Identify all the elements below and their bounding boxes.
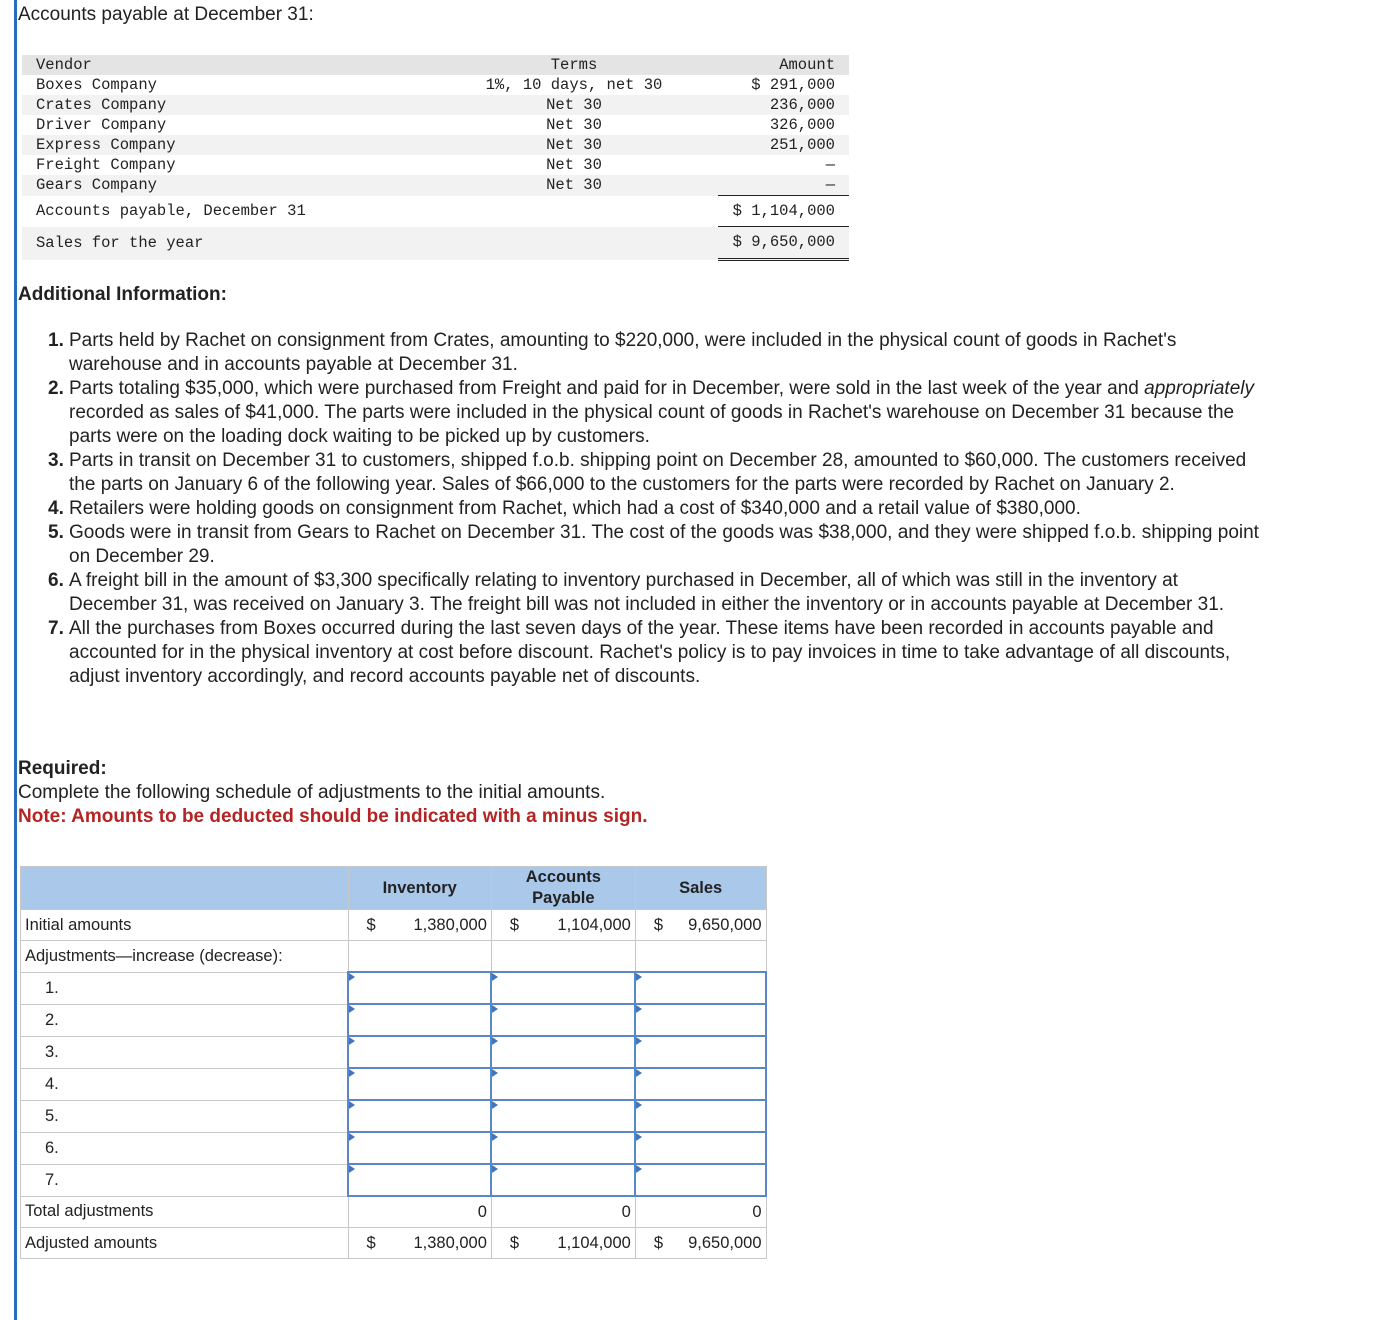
info-item-number: 4.: [48, 498, 64, 519]
adjusted-amounts-label: Adjusted amounts: [21, 1228, 349, 1259]
schedule-corner-header: [21, 867, 349, 910]
currency-symbol: $: [653, 916, 664, 934]
initial-inventory-value: 1,380,000: [413, 916, 487, 934]
currency-symbol: $: [509, 916, 520, 934]
vendor-name: Express Company: [22, 135, 430, 155]
total-sales-cell: [635, 1196, 766, 1228]
vendor-amount: —: [825, 156, 835, 174]
ap-total-value: $ 1,104,000: [718, 196, 849, 227]
info-item-text: Parts in transit on December 31 to customers, shipped f.o.b. shipping point on December 28, amounted to $60,000. The customers received the parts on January 6 of the following year. Sales of $66,000 to the customers for the parts were recorded by Rachet on January 2.: [69, 450, 1247, 495]
info-item-text: Retailers were holding goods on consignment from Rachet, which had a cost of $340,000 and a retail value of $380,000.: [69, 498, 1081, 519]
sales-adjustment-input[interactable]: [635, 1132, 766, 1164]
info-item-emphasis: appropriately: [1144, 378, 1254, 399]
ap-adjustment-input[interactable]: [491, 1036, 635, 1068]
info-item-text: A freight bill in the amount of $3,300 specifically relating to inventory purchased in December, all of which was still in the inventory at December 31, was received on January 3. The freight bill was not included in either the inventory or in accounts payable at December 31.: [69, 570, 1225, 615]
info-item-number: 2.: [48, 378, 64, 399]
required-heading: Required:: [18, 758, 107, 779]
info-item-number: 3.: [48, 450, 64, 471]
adjusted-amounts-row: [21, 1228, 767, 1259]
vendor-terms: 1%, 10 days, net 30: [485, 76, 663, 94]
additional-info-list: [48, 329, 1268, 689]
initial-sales-cell: [635, 910, 766, 941]
ap-adjustment-input[interactable]: [491, 1004, 635, 1036]
inventory-col-header: Inventory: [348, 867, 491, 910]
ap-adjustment-input[interactable]: [491, 1164, 635, 1196]
adjustment-number: 3.: [21, 1036, 349, 1068]
adjustments-label-row: [21, 941, 767, 973]
adjustment-number: 4.: [21, 1068, 349, 1100]
vendor-row: [22, 175, 849, 196]
vendor-terms: Net 30: [430, 95, 718, 115]
required-note: Note: Amounts to be deducted should be indicated with a minus sign.: [18, 806, 648, 827]
adjustment-number: 2.: [21, 1004, 349, 1036]
adjustment-row: [21, 972, 767, 1004]
adjustment-row: [21, 1100, 767, 1132]
sales-col-header: Sales: [635, 867, 766, 910]
initial-amounts-label: Initial amounts: [21, 910, 349, 941]
total-ap-cell: [491, 1196, 635, 1228]
inventory-adjustment-input[interactable]: [348, 1068, 491, 1100]
ap-col-header-text: Accounts Payable: [525, 868, 601, 907]
sales-total-value: $ 9,650,000: [718, 227, 849, 260]
total-adjustments-row: [21, 1196, 767, 1228]
additional-info-heading: Additional Information:: [18, 284, 227, 305]
currency-symbol: $: [366, 916, 376, 934]
vendor-amount: 236,000: [718, 95, 849, 115]
vendor-table-header: [22, 55, 849, 75]
vendor-name: Crates Company: [22, 95, 430, 115]
vendor-amount: $ 291,000: [751, 76, 835, 94]
info-item: [48, 449, 1268, 497]
total-inventory-cell: [348, 1196, 491, 1228]
info-item: [48, 497, 1268, 521]
info-item-number: 1.: [48, 330, 64, 351]
vendor-row: [22, 155, 849, 175]
info-item: [48, 617, 1268, 689]
adjustment-number: 5.: [21, 1100, 349, 1132]
info-item-text: Goods were in transit from Gears to Rachet on December 31. The cost of the goods was $38,000, and they were shipped f.o.b. shipping point on December 29.: [69, 522, 1259, 567]
adjustment-row: [21, 1132, 767, 1164]
adjusted-inventory-cell: [348, 1228, 491, 1259]
inventory-adjustment-input[interactable]: [348, 1100, 491, 1132]
total-adjustments-label: Total adjustments: [21, 1196, 349, 1228]
ap-adjustment-input[interactable]: [491, 1068, 635, 1100]
initial-sales-value: 9,650,000: [688, 916, 762, 934]
sales-total-row: [22, 227, 849, 260]
ap-adjustment-input[interactable]: [491, 972, 635, 1004]
info-item-number: 6.: [48, 570, 64, 591]
vendor-name: Driver Company: [36, 116, 167, 134]
vendor-col-header: Vendor: [22, 55, 430, 75]
sales-adjustment-input[interactable]: [635, 1100, 766, 1132]
adjustment-row: [21, 1164, 767, 1196]
total-ap-value: 0: [621, 1203, 631, 1221]
vendor-name: Boxes Company: [36, 76, 157, 94]
inventory-adjustment-input[interactable]: [348, 1036, 491, 1068]
currency-symbol: $: [366, 1234, 376, 1252]
currency-symbol: $: [509, 1234, 520, 1252]
vendor-name: Gears Company: [22, 175, 430, 196]
inventory-adjustment-input[interactable]: [348, 972, 491, 1004]
vendor-row: [22, 115, 849, 135]
adjusted-ap-value: 1,104,000: [557, 1234, 631, 1252]
vendor-amount: —: [718, 175, 849, 196]
vendor-terms: Net 30: [546, 116, 602, 134]
info-item-text: Parts held by Rachet on consignment from Crates, amounting to $220,000, were included in the physical count of goods in Rachet's warehouse and in accounts payable at December 31.: [69, 330, 1177, 375]
adjustment-row: [21, 1004, 767, 1036]
sales-total-label: Sales for the year: [22, 227, 430, 260]
initial-amounts-row: [21, 910, 767, 941]
vendor-terms: Net 30: [430, 175, 718, 196]
adjustment-schedule: [20, 866, 767, 1259]
info-item-text: All the purchases from Boxes occurred during the last seven days of the year. These items have been recorded in accounts payable and accounted for in the physical inventory at cost before discount. Rachet's policy is to pay invoices in time to take advantage of all discounts, adjust inventory accordingly, and record accounts payable net of discounts.: [69, 618, 1231, 687]
vendor-terms: Net 30: [546, 156, 602, 174]
sales-adjustment-input[interactable]: [635, 1036, 766, 1068]
vendor-row: [22, 75, 849, 95]
info-item-number: 5.: [48, 522, 64, 543]
adjusted-inventory-value: 1,380,000: [413, 1234, 487, 1252]
sales-adjustment-input[interactable]: [635, 1164, 766, 1196]
adjusted-ap-cell: [491, 1228, 635, 1259]
adjusted-sales-value: 9,650,000: [688, 1234, 762, 1252]
sales-adjustment-input[interactable]: [635, 1004, 766, 1036]
inventory-adjustment-input[interactable]: [348, 1164, 491, 1196]
amount-col-header: Amount: [718, 55, 849, 75]
ap-total-label: Accounts payable, December 31: [36, 202, 306, 220]
adjustment-row: [21, 1068, 767, 1100]
ap-total-row: [22, 196, 849, 227]
inventory-adjustment-input[interactable]: [348, 1132, 491, 1164]
adjustments-label: Adjustments—increase (decrease):: [21, 941, 349, 973]
vendor-table: [22, 55, 849, 261]
vendor-terms: Net 30: [430, 135, 718, 155]
adjustment-row: [21, 1036, 767, 1068]
info-item-number: 7.: [48, 618, 64, 639]
sales-adjustment-input[interactable]: [635, 1068, 766, 1100]
initial-ap-value: 1,104,000: [557, 916, 631, 934]
sales-adjustment-input[interactable]: [635, 972, 766, 1004]
info-item-text: recorded as sales of $41,000. The parts were included in the physical count of goods in Rachet's warehouse on December 31 because the parts were on the loading dock waiting to be picked up by customers.: [69, 402, 1235, 447]
info-item: [48, 329, 1268, 377]
ap-adjustment-input[interactable]: [491, 1100, 635, 1132]
left-accent-rule: [14, 0, 17, 1320]
total-inventory-value: 0: [477, 1203, 487, 1221]
adjustment-number: 7.: [21, 1164, 349, 1196]
ap-col-header: [491, 867, 635, 910]
total-sales-value: 0: [752, 1203, 762, 1221]
vendor-name: Freight Company: [36, 156, 176, 174]
vendor-row: [22, 95, 849, 115]
terms-col-header: Terms: [430, 55, 718, 75]
initial-ap-cell: [491, 910, 635, 941]
info-item: [48, 521, 1268, 569]
info-item: [48, 569, 1268, 617]
inventory-adjustment-input[interactable]: [348, 1004, 491, 1036]
adjusted-sales-cell: [635, 1228, 766, 1259]
vendor-row: [22, 135, 849, 155]
currency-symbol: $: [653, 1234, 664, 1252]
ap-adjustment-input[interactable]: [491, 1132, 635, 1164]
vendor-amount: 326,000: [769, 116, 835, 134]
info-item-text: Parts totaling $35,000, which were purchased from Freight and paid for in December, were sold in the last week of the year and: [69, 378, 1145, 399]
info-item: [48, 377, 1268, 449]
intro-heading: Accounts payable at December 31:: [18, 4, 314, 25]
initial-inventory-cell: [348, 910, 491, 941]
adjustment-number: 1.: [21, 972, 349, 1004]
required-text: Complete the following schedule of adjustments to the initial amounts.: [18, 782, 606, 803]
adjustment-number: 6.: [21, 1132, 349, 1164]
vendor-amount: 251,000: [718, 135, 849, 155]
schedule-header-row: [21, 867, 767, 910]
